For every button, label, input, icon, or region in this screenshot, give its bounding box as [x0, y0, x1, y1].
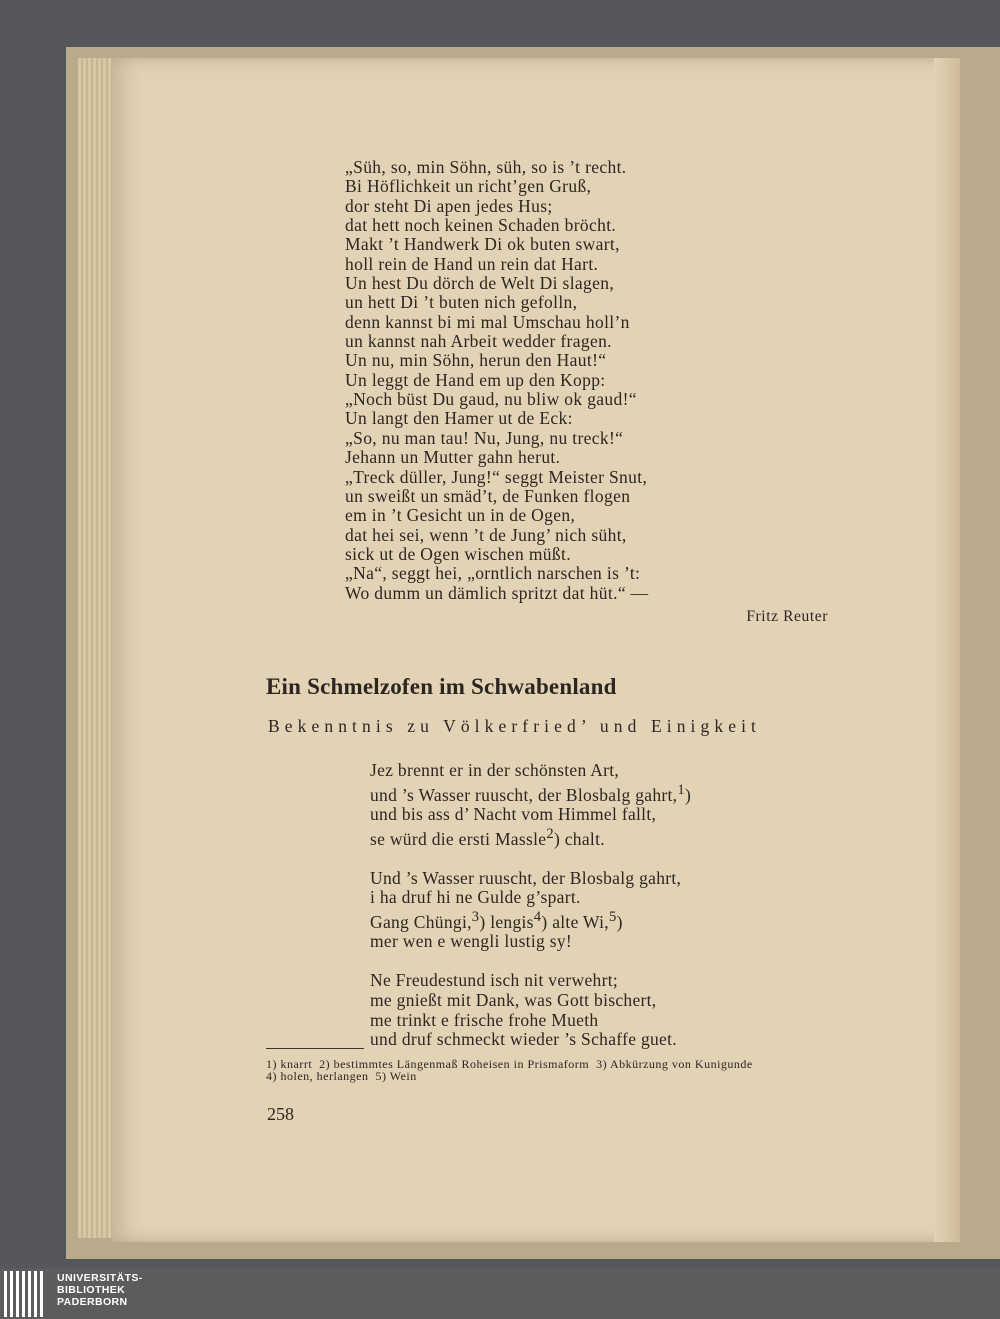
poem-line — [370, 761, 691, 781]
poem-line: „Na“, seggt hei, „orntlich narschen is ’t: — [345, 563, 641, 584]
line-text: und bis ass d’ Nacht vom Himmel fallt, — [370, 804, 657, 825]
logo-bar — [28, 1271, 31, 1317]
footnote-line: 1) knarrt 2) bestimmtes Längenmaß Roheisen in Prismaform 3) Abkürzung von Kunigunde — [266, 1057, 753, 1071]
line-text: und druf schmeckt wieder ’s Schaffe guet. — [370, 1029, 677, 1050]
poem-line: em in ’t Gesicht un in de Ogen, — [345, 505, 576, 526]
line-text: ) chalt. — [553, 828, 605, 849]
poem-line — [370, 869, 691, 889]
stanza — [370, 869, 691, 952]
footnote-marker: 2 — [546, 825, 554, 842]
line-text: Und ’s Wasser ruuscht, der Blosbalg gahrt, — [370, 867, 682, 888]
poem-line: Jehann un Mutter gahn herut. — [345, 447, 561, 468]
poem-author: Fritz Reuter — [746, 608, 828, 625]
poem-line: Un langt den Hamer ut de Eck: — [345, 408, 573, 429]
footnotes — [266, 1058, 753, 1082]
line-text: Ne Freudestund isch nit verwehrt; — [370, 970, 619, 991]
poem-line — [370, 888, 691, 908]
library-name-line: UNIVERSITÄTS- — [57, 1272, 143, 1284]
library-name — [57, 1272, 143, 1308]
logo-bar — [4, 1271, 7, 1317]
poem-line: sick ut de Ogen wischen müßt. — [345, 543, 571, 564]
line-text: se würd die ersti Massle — [370, 828, 547, 849]
poem-line — [370, 971, 691, 991]
line-text: ) — [684, 784, 692, 805]
logo-bar — [40, 1271, 43, 1317]
section-subtitle: Bekenntnis zu Völkerfried’ und Einigkeit — [268, 716, 762, 736]
poem-line: un hett Di ’t buten nich gefolln, — [345, 292, 578, 313]
footnote-marker: 1 — [677, 781, 685, 798]
poem-line: „So, nu man tau! Nu, Jung, nu treck!“ — [345, 427, 624, 448]
poem-line: dor steht Di apen jedes Hus; — [345, 195, 553, 216]
line-text: Gang Chüngi, — [370, 911, 472, 932]
line-text: mer wen e wengli lustig sy! — [370, 931, 573, 952]
footnote-marker: 4 — [533, 908, 542, 925]
footnote-marker: 5 — [608, 908, 617, 925]
footnote-marker: 3 — [471, 908, 480, 925]
section-title: Ein Schmelzofen im Schwabenland — [266, 674, 617, 699]
library-footer-bar — [0, 1268, 1000, 1319]
poem-line: denn kannst bi mi mal Umschau holl’n — [345, 311, 630, 332]
logo-bar — [10, 1271, 13, 1317]
poem-line: holl rein de Hand un rein dat Hart. — [345, 253, 599, 274]
page-number: 258 — [267, 1104, 294, 1124]
logo-bar — [34, 1271, 37, 1317]
line-text: und ’s Wasser ruuscht, der Blosbalg gahrt, — [370, 784, 678, 805]
footnote-rule — [266, 1048, 364, 1049]
library-name-line: BIBLIOTHEK — [57, 1284, 126, 1296]
poem-line: Bi Höflichkeit un richt’gen Gruß, — [345, 176, 592, 197]
poem-line — [370, 781, 691, 805]
line-text: me trinkt e frische frohe Mueth — [370, 1009, 599, 1030]
poem-line: Un nu, min Söhn, herun den Haut!“ — [345, 350, 607, 371]
poem-line: un kannst nah Arbeit wedder fragen. — [345, 331, 612, 352]
reuter-poem — [345, 158, 649, 603]
poem-line: un sweißt un smäd’t, de Funken flogen — [345, 485, 631, 506]
poem-line — [370, 825, 691, 849]
poem-line: Wo dumm un dämlich spritzt dat hüt.“ — — [345, 582, 649, 603]
poem-line — [370, 908, 691, 932]
poem-line: „Noch büst Du gaud, nu bliw ok gaud!“ — [345, 389, 637, 410]
schmelzofen-poem — [370, 761, 691, 1069]
poem-line — [370, 1030, 691, 1050]
poem-line: „Treck düller, Jung!“ seggt Meister Snut, — [345, 466, 648, 487]
poem-line — [370, 991, 691, 1011]
line-text: i ha druf hi ne Gulde g’spart. — [370, 887, 581, 908]
library-name-line: PADERBORN — [57, 1296, 128, 1308]
poem-line: „Süh, so, min Söhn, süh, so is ’t recht. — [345, 157, 627, 177]
poem-line: Un leggt de Hand em up den Kopp: — [345, 369, 606, 390]
library-logo — [4, 1271, 48, 1317]
poem-line: dat hei sei, wenn ’t de Jung’ nich süht, — [345, 524, 627, 545]
poem-line: Makt ’t Handwerk Di ok buten swart, — [345, 234, 620, 255]
poem-line — [370, 805, 691, 825]
footnote-line: 4) holen, herlangen 5) Wein — [266, 1069, 417, 1083]
book-page — [112, 58, 960, 1242]
line-text: Jez brennt er in der schönsten Art, — [370, 760, 620, 780]
stanza — [370, 761, 691, 849]
line-text: ) lengis — [479, 911, 534, 932]
stanza — [370, 971, 691, 1049]
poem-line — [370, 932, 691, 952]
poem-line — [370, 1011, 691, 1031]
line-text: me gnießt mit Dank, was Gott bischert, — [370, 990, 657, 1011]
poem-line: dat hett noch keinen Schaden bröcht. — [345, 215, 617, 236]
page-gutter — [934, 58, 960, 1242]
line-text: ) — [616, 911, 623, 932]
logo-bar — [16, 1271, 19, 1317]
logo-bar — [22, 1271, 25, 1317]
line-text: ) alte Wi, — [541, 911, 609, 932]
poem-line: Un hest Du dörch de Welt Di slagen, — [345, 273, 615, 294]
